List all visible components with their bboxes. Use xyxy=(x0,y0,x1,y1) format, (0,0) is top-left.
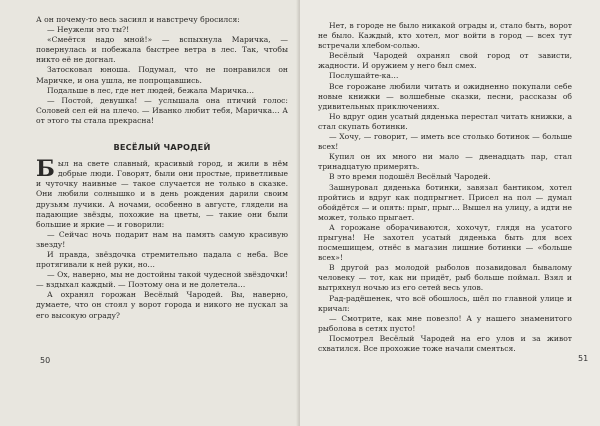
paragraph: «Смеётся надо мной!» — вспыхнула Маричка, — повернулась и побежала быстрее ветра в лес. Так, чтобы никто её не догнал. xyxy=(36,35,288,65)
paragraph: В другой раз молодой рыболов позавидовал бывалому человеку — тот, как ни придёт, рыб больше поймал. Взял и вытряхнул ночью из его сетей весь улов. xyxy=(318,263,572,293)
paragraph: Затосковал юноша. Подумал, что не понравился он Маричке, и она ушла, не попрощавшись. xyxy=(36,65,288,85)
paragraph: Нет, в городе не было никакой ограды и, стало быть, ворот не было. Каждый, кто хотел, мог войти в город — всех тут встречали хлебом-солью. xyxy=(318,21,572,51)
paragraph: Весёлый Чародей охранял свой город от зависти, жадности. И оружием у него был смех. xyxy=(318,51,572,71)
paragraph: А охранял горожан Весёлый Чародей. Вы, наверно, думаете, что он стоял у ворот города и никого не пускал за его высокую ограду? xyxy=(36,290,288,320)
paragraph: А он почему-то весь засиял и навстречу бросился: xyxy=(36,15,240,24)
right-text-column xyxy=(318,21,572,354)
paragraph: Посмотрел Весёлый Чародей на его улов и за живот схватился. Все прохожие тоже начали смеяться. xyxy=(318,333,572,353)
story-first-paragraph xyxy=(36,156,288,230)
paragraph: — Сейчас ночь подарит нам на память самую красивую звезду! xyxy=(36,229,288,249)
paragraph: В это время подошёл Весёлый Чародей. xyxy=(329,172,491,182)
paragraph: — Хочу, — говорит, — иметь все столько ботинок — больше всех! xyxy=(318,132,572,152)
drop-cap: Б xyxy=(36,156,55,183)
story-first-text: ыл на свете славный, красивый город, и жили в нём добрые люди. Говорят, были они простые, приветливые и чуточку наивные — такое случается не только в сказке. Они любили солнышко и в день рождения дарили своим друзьям лучики. А ночами, особенно в августе, глядели на падающие звёзды, похожие на цветы, — такие они были большие и яркие — и говорили: xyxy=(36,159,288,229)
left-text-column xyxy=(36,15,288,321)
paragraph: Подальше в лес, где нет людей, бежала Маричка… xyxy=(47,85,255,95)
right-page xyxy=(300,0,600,426)
paragraph: Зашнуровал дяденька ботинки, завязал бантиком, хотел пройтись и вдруг как подпрыгнет. Присел на пол — думал обойдётся — и опять: прыг, прыг… Вышел на улицу, а идти не может, только прыгает. xyxy=(318,182,572,222)
paragraph: — Постой, девушка! — услышала она птичий голос: Соловей сел ей на плечо. — Иванко любит тебя, Маричка… А от этого ты стала прекрасна! xyxy=(36,95,288,125)
paragraph: — Неужели это ты?! xyxy=(47,25,130,35)
paragraph: — Смотрите, как мне повезло! А у нашего знаменитого рыболова в сетях пусто! xyxy=(318,313,572,333)
paragraph: Но вдруг один усатый дяденька перестал читать книжки, а стал скупать ботинки. xyxy=(318,111,572,131)
story-title: ВЕСЁЛЫЙ ЧАРОДЕЙ xyxy=(113,142,211,153)
paragraph: Послушайте-ка… xyxy=(329,71,399,81)
paragraph: Рад-радёшенек, что всё обошлось, шёл по главной улице и кричал: xyxy=(318,293,572,313)
page-number-right: 51 xyxy=(578,354,589,363)
page-number-left: 50 xyxy=(40,356,51,365)
paragraph: Купил он их много ни мало — двенадцать пар, стал тринадцатую примерять. xyxy=(318,152,572,172)
paragraph: А горожане оборачиваются, хохочут, глядя на усатого прыгуна! Не захотел усатый дяденька быть для всех посмешищем, отнёс в магазин лишние ботинки — «больше всех»! xyxy=(318,222,572,263)
paragraph: Все горожане любили читать и ожидненно покупали себе новые книжки — волшебные сказки, песни, рассказы об удивительных приключениях. xyxy=(318,81,572,111)
paragraph: — Ох, наверно, мы не достойны такой чудесной звёздочки! — вздыхал каждый. — Поэтому она и не долетела… xyxy=(36,270,288,290)
paragraph: И правда, звёздочка стремительно падала с неба. Все протягивали к ней руки, но… xyxy=(36,249,288,270)
